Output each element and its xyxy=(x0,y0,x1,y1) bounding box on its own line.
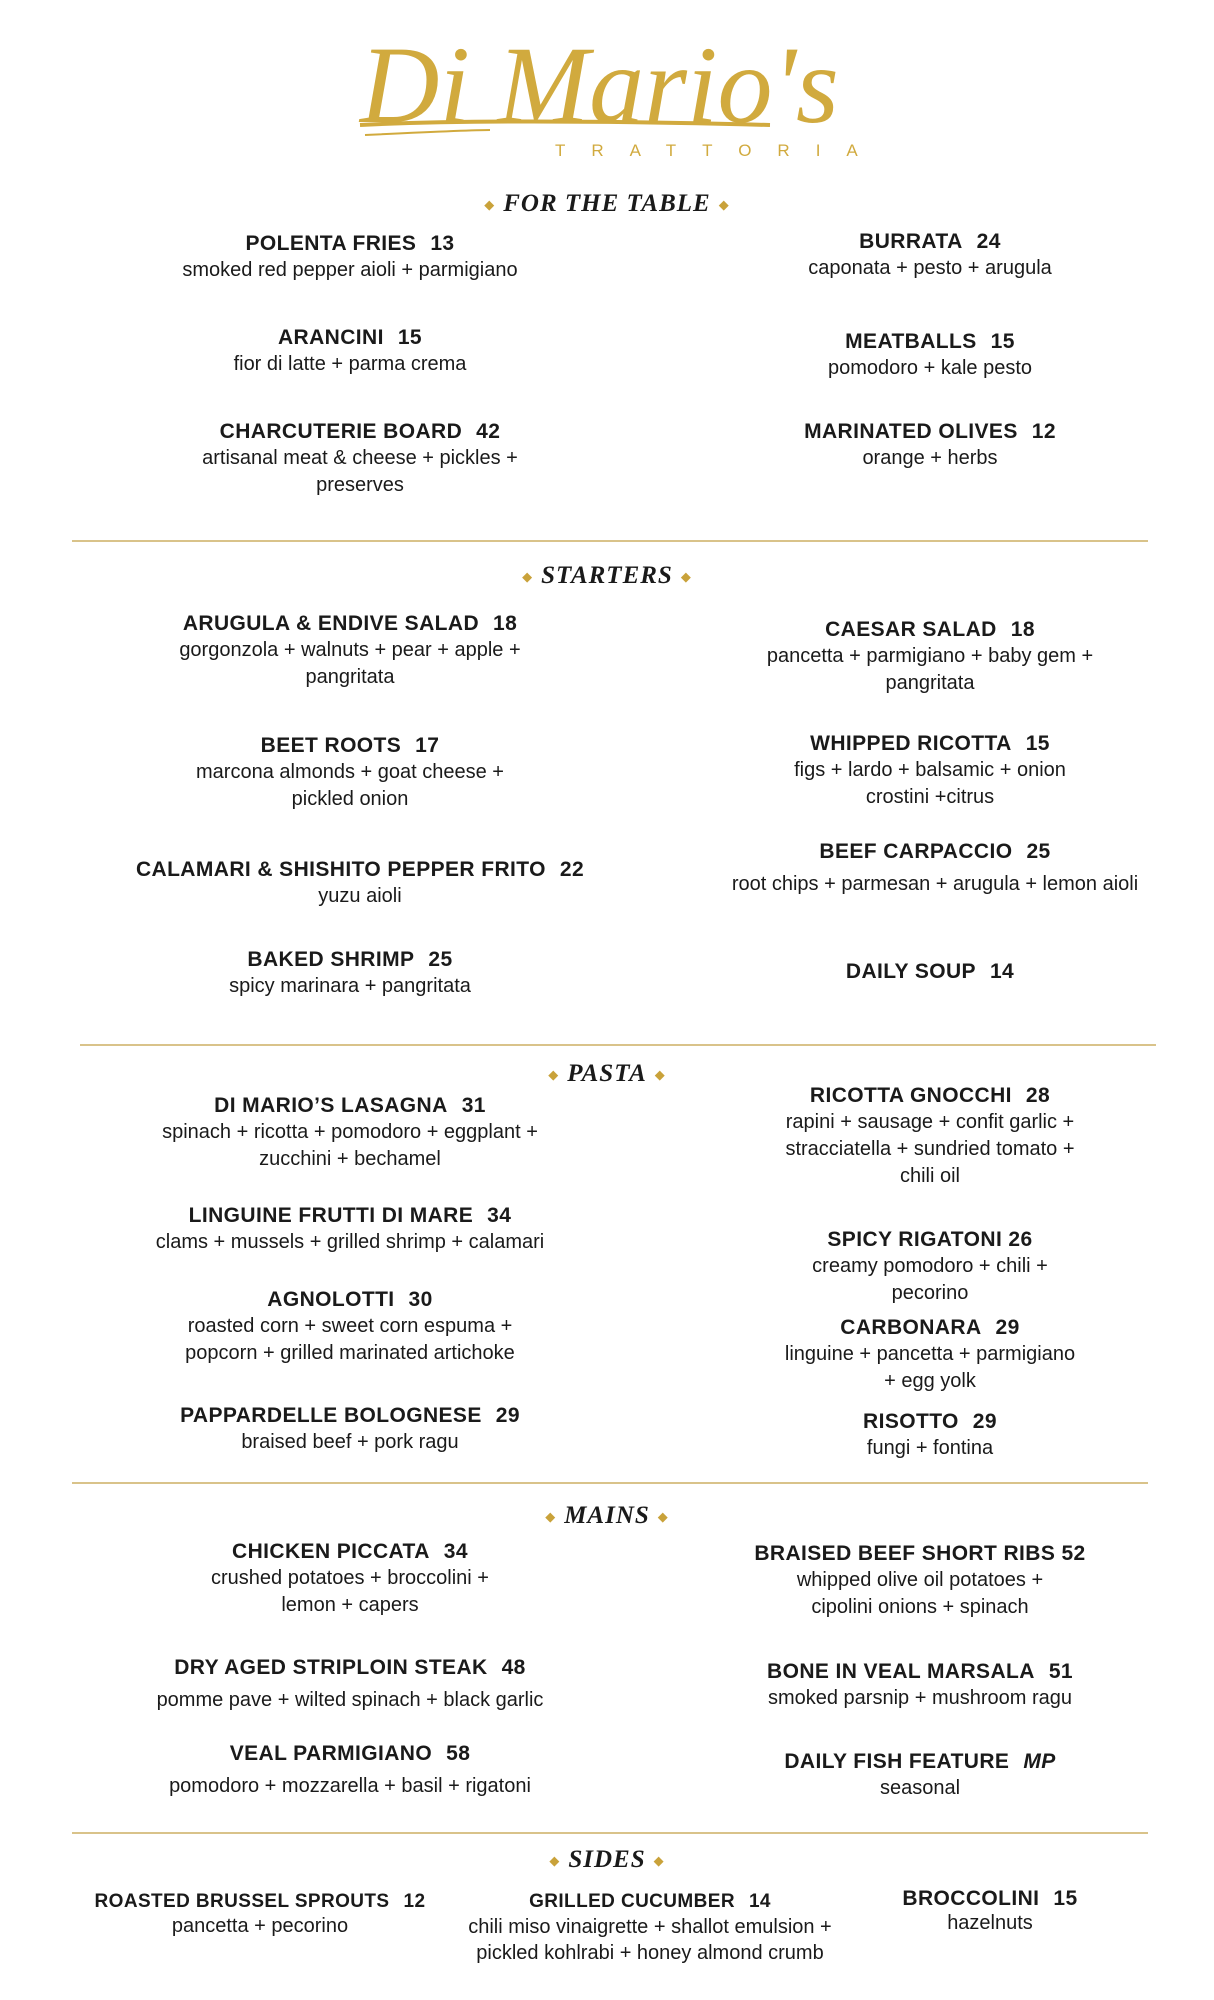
section-title-for-the-table: ◆ FOR THE TABLE ◆ xyxy=(0,190,1214,218)
menu-item-beet-roots: BEET ROOTS 17 marcona almonds + goat cheese + pickled onion xyxy=(196,734,504,810)
menu-item-beef-carpaccio: BEEF CARPACCIO 25 root chips + parmesan + arugula + lemon aioli xyxy=(731,840,1139,895)
menu-item-marinated-olives: MARINATED OLIVES 12 orange + herbs xyxy=(804,420,1056,469)
menu-item-pappardelle-bolognese: PAPPARDELLE BOLOGNESE 29 braised beef + pork ragu xyxy=(180,1404,520,1453)
menu-item-caesar-salad: CAESAR SALAD 18 pancetta + parmigiano + baby gem + pangritata xyxy=(766,618,1094,694)
logo-subtitle: TRATTORIA xyxy=(555,141,870,160)
logo-wordmark: Di Mario's xyxy=(360,30,839,146)
menu-item-charcuterie-board: CHARCUTERIE BOARD 42 artisanal meat & cheese + pickles + preserves xyxy=(202,420,518,496)
menu-item-spicy-rigatoni: SPICY RIGATONI 26 creamy pomodoro + chili + pecorino xyxy=(812,1228,1048,1304)
menu-item-arugula-endive-salad: ARUGULA & ENDIVE SALAD 18 gorgonzola + walnuts + pear + apple + pangritata xyxy=(179,612,521,688)
menu-item-baked-shrimp: BAKED SHRIMP 25 spicy marinara + pangritata xyxy=(229,948,471,997)
menu-item-burrata: BURRATA 24 caponata + pesto + arugula xyxy=(808,230,1052,279)
menu-item-polenta-fries: POLENTA FRIES 13 smoked red pepper aioli + parmigiano xyxy=(182,232,518,281)
menu-item-risotto: RISOTTO 29 fungi + fontina xyxy=(863,1410,997,1459)
section-title-pasta: ◆ PASTA ◆ xyxy=(0,1060,1214,1088)
section-title-starters: ◆ STARTERS ◆ xyxy=(0,562,1214,590)
diamond-icon: ◆ xyxy=(653,1853,665,1869)
section-divider xyxy=(72,1482,1148,1484)
menu-item-chicken-piccata: CHICKEN PICCATA 34 crushed potatoes + broccolini + lemon + capers xyxy=(211,1540,489,1616)
diamond-icon: ◆ xyxy=(484,197,496,213)
diamond-icon: ◆ xyxy=(548,1067,560,1083)
menu-item-broccolini: BROCCOLINI 15 hazelnuts xyxy=(902,1887,1078,1934)
menu-item-whipped-ricotta: WHIPPED RICOTTA 15 figs + lardo + balsamic + onion crostini +citrus xyxy=(794,732,1066,808)
menu-item-veal-marsala: BONE IN VEAL MARSALA 51 smoked parsnip + mushroom ragu xyxy=(767,1660,1073,1709)
diamond-icon: ◆ xyxy=(657,1509,669,1525)
menu-item-daily-fish-feature: DAILY FISH FEATURE MP seasonal xyxy=(784,1750,1056,1799)
menu-item-lasagna: DI MARIO’S LASAGNA 31 spinach + ricotta + pomodoro + eggplant + zucchini + bechamel xyxy=(162,1094,538,1170)
menu-item-linguine-frutti-di-mare: LINGUINE FRUTTI DI MARE 34 clams + mussels + grilled shrimp + calamari xyxy=(155,1204,545,1253)
section-title-mains: ◆ MAINS ◆ xyxy=(0,1502,1214,1530)
section-divider xyxy=(80,1044,1156,1046)
menu-item-braised-beef-short-ribs: BRAISED BEEF SHORT RIBS 52 whipped olive oil potatoes + cipolini onions + spinach xyxy=(754,1542,1086,1618)
menu-item-veal-parmigiano: VEAL PARMIGIANO 58 pomodoro + mozzarella + basil + rigatoni xyxy=(169,1742,531,1797)
section-divider xyxy=(72,540,1148,542)
diamond-icon: ◆ xyxy=(680,569,692,585)
diamond-icon: ◆ xyxy=(549,1853,561,1869)
logo-graphic xyxy=(350,30,870,180)
menu-item-roasted-brussel-sprouts: ROASTED BRUSSEL SPROUTS 12 pancetta + pecorino xyxy=(94,1891,426,1937)
restaurant-logo xyxy=(350,30,870,180)
diamond-icon: ◆ xyxy=(545,1509,557,1525)
menu-item-calamari-shishito: CALAMARI & SHISHITO PEPPER FRITO 22 yuzu aioli xyxy=(135,858,585,907)
diamond-icon: ◆ xyxy=(654,1067,666,1083)
section-divider xyxy=(72,1832,1148,1834)
menu-item-ricotta-gnocchi: RICOTTA GNOCCHI 28 rapini + sausage + confit garlic + stracciatella + sundried tomato + chili oil xyxy=(785,1084,1075,1187)
menu-item-meatballs: MEATBALLS 15 pomodoro + kale pesto xyxy=(827,330,1033,379)
section-title-sides: ◆ SIDES ◆ xyxy=(0,1846,1214,1874)
menu-item-agnolotti: AGNOLOTTI 30 roasted corn + sweet corn espuma + popcorn + grilled marinated artichoke xyxy=(185,1288,515,1364)
menu-item-grilled-cucumber: GRILLED CUCUMBER 14 chili miso vinaigrette + shallot emulsion + pickled kohlrabi + honey almond crumb xyxy=(468,1891,832,1964)
menu-item-daily-soup: DAILY SOUP 14 xyxy=(845,960,1015,983)
menu-item-dry-aged-striploin: DRY AGED STRIPLOIN STEAK 48 pomme pave + wilted spinach + black garlic xyxy=(156,1656,544,1711)
menu-item-carbonara: CARBONARA 29 linguine + pancetta + parmigiano + egg yolk xyxy=(784,1316,1076,1392)
diamond-icon: ◆ xyxy=(718,197,730,213)
menu-item-arancini: ARANCINI 15 fior di latte + parma crema xyxy=(233,326,467,375)
diamond-icon: ◆ xyxy=(522,569,534,585)
